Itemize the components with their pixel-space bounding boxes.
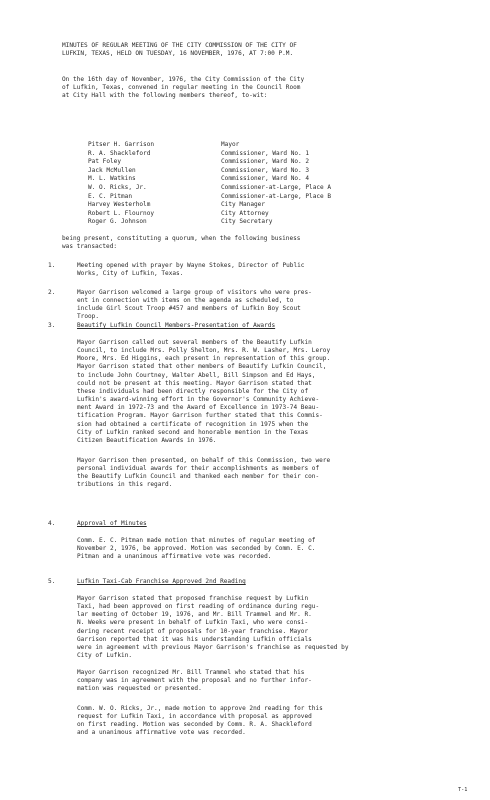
text-line: dering recent receipt of proposals for 10-year franchise. Mayor [77, 627, 309, 635]
member-name: Harvey Westerholm [88, 201, 151, 209]
text-line: to include John Courtney, Walter Abell, Bill Simpson and Ed Hays, [77, 371, 316, 379]
text-line: Mayor Garrison welcomed a large group of visitors who were pres- [77, 289, 312, 296]
text-line: and a unanimous affirmative vote was recorded. [77, 729, 246, 737]
item-title: Approval of Minutes [77, 520, 147, 527]
text-line: Council, to include Mrs. Polly Shelton, Mrs. R. W. Lasher, Mrs. Leroy [77, 347, 331, 355]
text-line: Citizen Beautification Awards in 1976. [77, 436, 217, 444]
member-title: Commissioner-at-Large, Place B [221, 192, 332, 200]
member-name: W. O. Ricks, Jr. [88, 183, 147, 191]
item-heading [77, 322, 275, 330]
item-title: Lufkin Taxi-Cab Franchise Approved 2nd Reading [77, 578, 246, 585]
member-roster [88, 141, 408, 227]
member-name: M. L. Watkins [88, 175, 136, 183]
agenda-item-4 [77, 537, 315, 561]
member-row [88, 184, 408, 193]
text-line: ment Award in 1972-73 and the Award of Excellence in 1973-74 Beau- [77, 404, 320, 412]
item-number: 3. [48, 322, 56, 329]
member-name: Robert L. Flournoy [88, 209, 155, 217]
member-title: Commissioner, Ward No. 2 [221, 158, 310, 166]
member-row [88, 201, 408, 210]
member-row [88, 175, 408, 184]
text-line: ent in connection with items on the agenda as scheduled, to [77, 297, 294, 305]
member-title: City Manager [221, 201, 266, 209]
agenda-item-5 [77, 595, 349, 660]
text-line: tributions in this regard. [77, 481, 173, 489]
text-line: Mayor Garrison stated that other members of Beautify Lufkin Council, [77, 363, 327, 371]
text-line: of Lufkin, Texas, convened in regular meeting in the Council Room [62, 84, 301, 92]
member-row [88, 167, 408, 176]
item-title: Beautify Lufkin Council Members-Presentation of Awards [77, 322, 276, 329]
member-title: Commissioner-at-Large, Place A [221, 183, 332, 191]
agenda-item-3 [77, 339, 330, 445]
member-title: Commissioner, Ward No. 1 [221, 149, 310, 157]
member-name: Jack McMullen [88, 166, 136, 174]
member-name: R. A. Shackleford [88, 149, 151, 157]
agenda-item-1 [77, 262, 304, 278]
text-line: Mayor Garrison then presented, on behalf of this Commission, two were [77, 457, 331, 464]
text-line: include Girl Scout Troop #457 and members of Lufkin Boy Scout [77, 305, 301, 313]
text-line: was transacted: [62, 243, 118, 251]
item-number: 4. [48, 520, 56, 527]
text-line: personal individual awards for their accomplishments as members of [77, 465, 320, 473]
text-line: on first reading. Motion was seconded by Comm. R. A. Shackleford [77, 721, 312, 729]
text-line: November 2, 1976, be approved. Motion was seconded by Comm. E. C. [77, 545, 316, 553]
text-line: request for Lufkin Taxi, in accordance with proposal as approved [77, 713, 312, 721]
page-identifier: T-1 [458, 787, 468, 793]
text-line: mation was requested or presented. [77, 685, 202, 693]
text-line: Lufkin's award-winning effort in the Governor's Community Achieve- [77, 396, 320, 404]
text-line: Mayor Garrison called out several members of the Beautify Lufkin [77, 339, 312, 346]
text-line: company was in agreement with the proposal and no further infor- [77, 677, 312, 685]
text-line: N. Weeks were present in behalf of Lufkin Taxi, who were consi- [77, 619, 309, 627]
text-line: the Beautify Lufkin Council and thanked each member for their con- [77, 473, 320, 481]
item-number: 2. [48, 289, 56, 296]
text-line: being present, constituting a quorum, when the following business [62, 235, 301, 242]
quorum-paragraph [62, 235, 300, 251]
text-line: Comm. E. C. Pitman made motion that minutes of regular meeting of [77, 537, 316, 544]
member-row [88, 141, 408, 150]
member-name: E. C. Pitman [88, 192, 133, 200]
member-row [88, 193, 408, 202]
minutes-header [62, 42, 297, 58]
member-title: Commissioner, Ward No. 3 [221, 166, 310, 174]
text-line: Pitman and a unanimous affirmative vote was recorded. [77, 553, 272, 561]
text-line: lar meeting of October 19, 1976, and Mr. Bill Trammel and Mr. R. [77, 611, 312, 619]
text-line: Moore, Mrs. Ed Higgins, each present in representation of this group. [77, 355, 331, 363]
agenda-item-5-para-2 [77, 669, 312, 693]
text-line: Mayor Garrison recognized Mr. Bill Trammel who stated that his [77, 669, 305, 676]
opening-paragraph [62, 76, 304, 100]
header-line: MINUTES OF REGULAR MEETING OF THE CITY COMMISSION OF THE CITY OF [62, 42, 297, 49]
agenda-item-2 [77, 289, 312, 322]
text-line: were in agreement with previous Mayor Garrison's franchise as requested by [77, 643, 349, 651]
item-heading [77, 578, 246, 586]
text-line: Taxi, had been approved on first reading of ordinance during regu- [77, 603, 320, 611]
text-line: tification Program. Mayor Garrison further stated that this Commis- [77, 412, 323, 420]
item-heading [77, 520, 147, 528]
member-row [88, 158, 408, 167]
member-name: Roger G. Johnson [88, 218, 147, 226]
member-row [88, 150, 408, 159]
text-line: could not be present at this meeting. Mayor Garrison stated that [77, 379, 312, 387]
member-name: Pat Foley [88, 158, 122, 166]
text-line: Works, City of Lufkin, Texas. [77, 270, 184, 278]
member-row [88, 218, 408, 227]
member-title: Mayor [221, 141, 240, 148]
text-line: sion had obtained a certificate of recognition in 1975 when the [77, 420, 309, 428]
header-line: LUFKIN, TEXAS, HELD ON TUESDAY, 16 NOVEMBER, 1976, AT 7:00 P.M. [62, 50, 294, 58]
text-line: Troop. [77, 313, 100, 321]
text-line: Garrison reported that it was his understanding Lufkin officials [77, 635, 312, 643]
member-row [88, 210, 408, 219]
member-title: City Attorney [221, 209, 269, 217]
text-line: City of Lufkin ranked second and honorable mention in the Texas [77, 428, 309, 436]
agenda-item-5-para-3 [77, 705, 323, 738]
member-name: Pitser H. Garrison [88, 141, 155, 148]
text-line: Comm. W. O. Ricks, Jr., made motion to approve 2nd reading for this [77, 705, 323, 712]
text-line: On the 16th day of November, 1976, the City Commission of the City [62, 76, 305, 83]
item-number: 1. [48, 262, 56, 269]
text-line: Meeting opened with prayer by Wayne Stokes, Director of Public [77, 262, 305, 269]
text-line: at City Hall with the following members thereof, to-wit: [62, 92, 268, 100]
agenda-item-3-para-2 [77, 457, 330, 490]
member-title: City Secretary [221, 218, 273, 226]
text-line: Mayor Garrison stated that proposed franchise request by Lufkin [77, 595, 309, 602]
member-title: Commissioner, Ward No. 4 [221, 175, 310, 183]
item-number: 5. [48, 578, 56, 585]
text-line: these individuals had been directly responsible for the City of [77, 387, 309, 395]
text-line: City of Lufkin. [77, 652, 133, 660]
